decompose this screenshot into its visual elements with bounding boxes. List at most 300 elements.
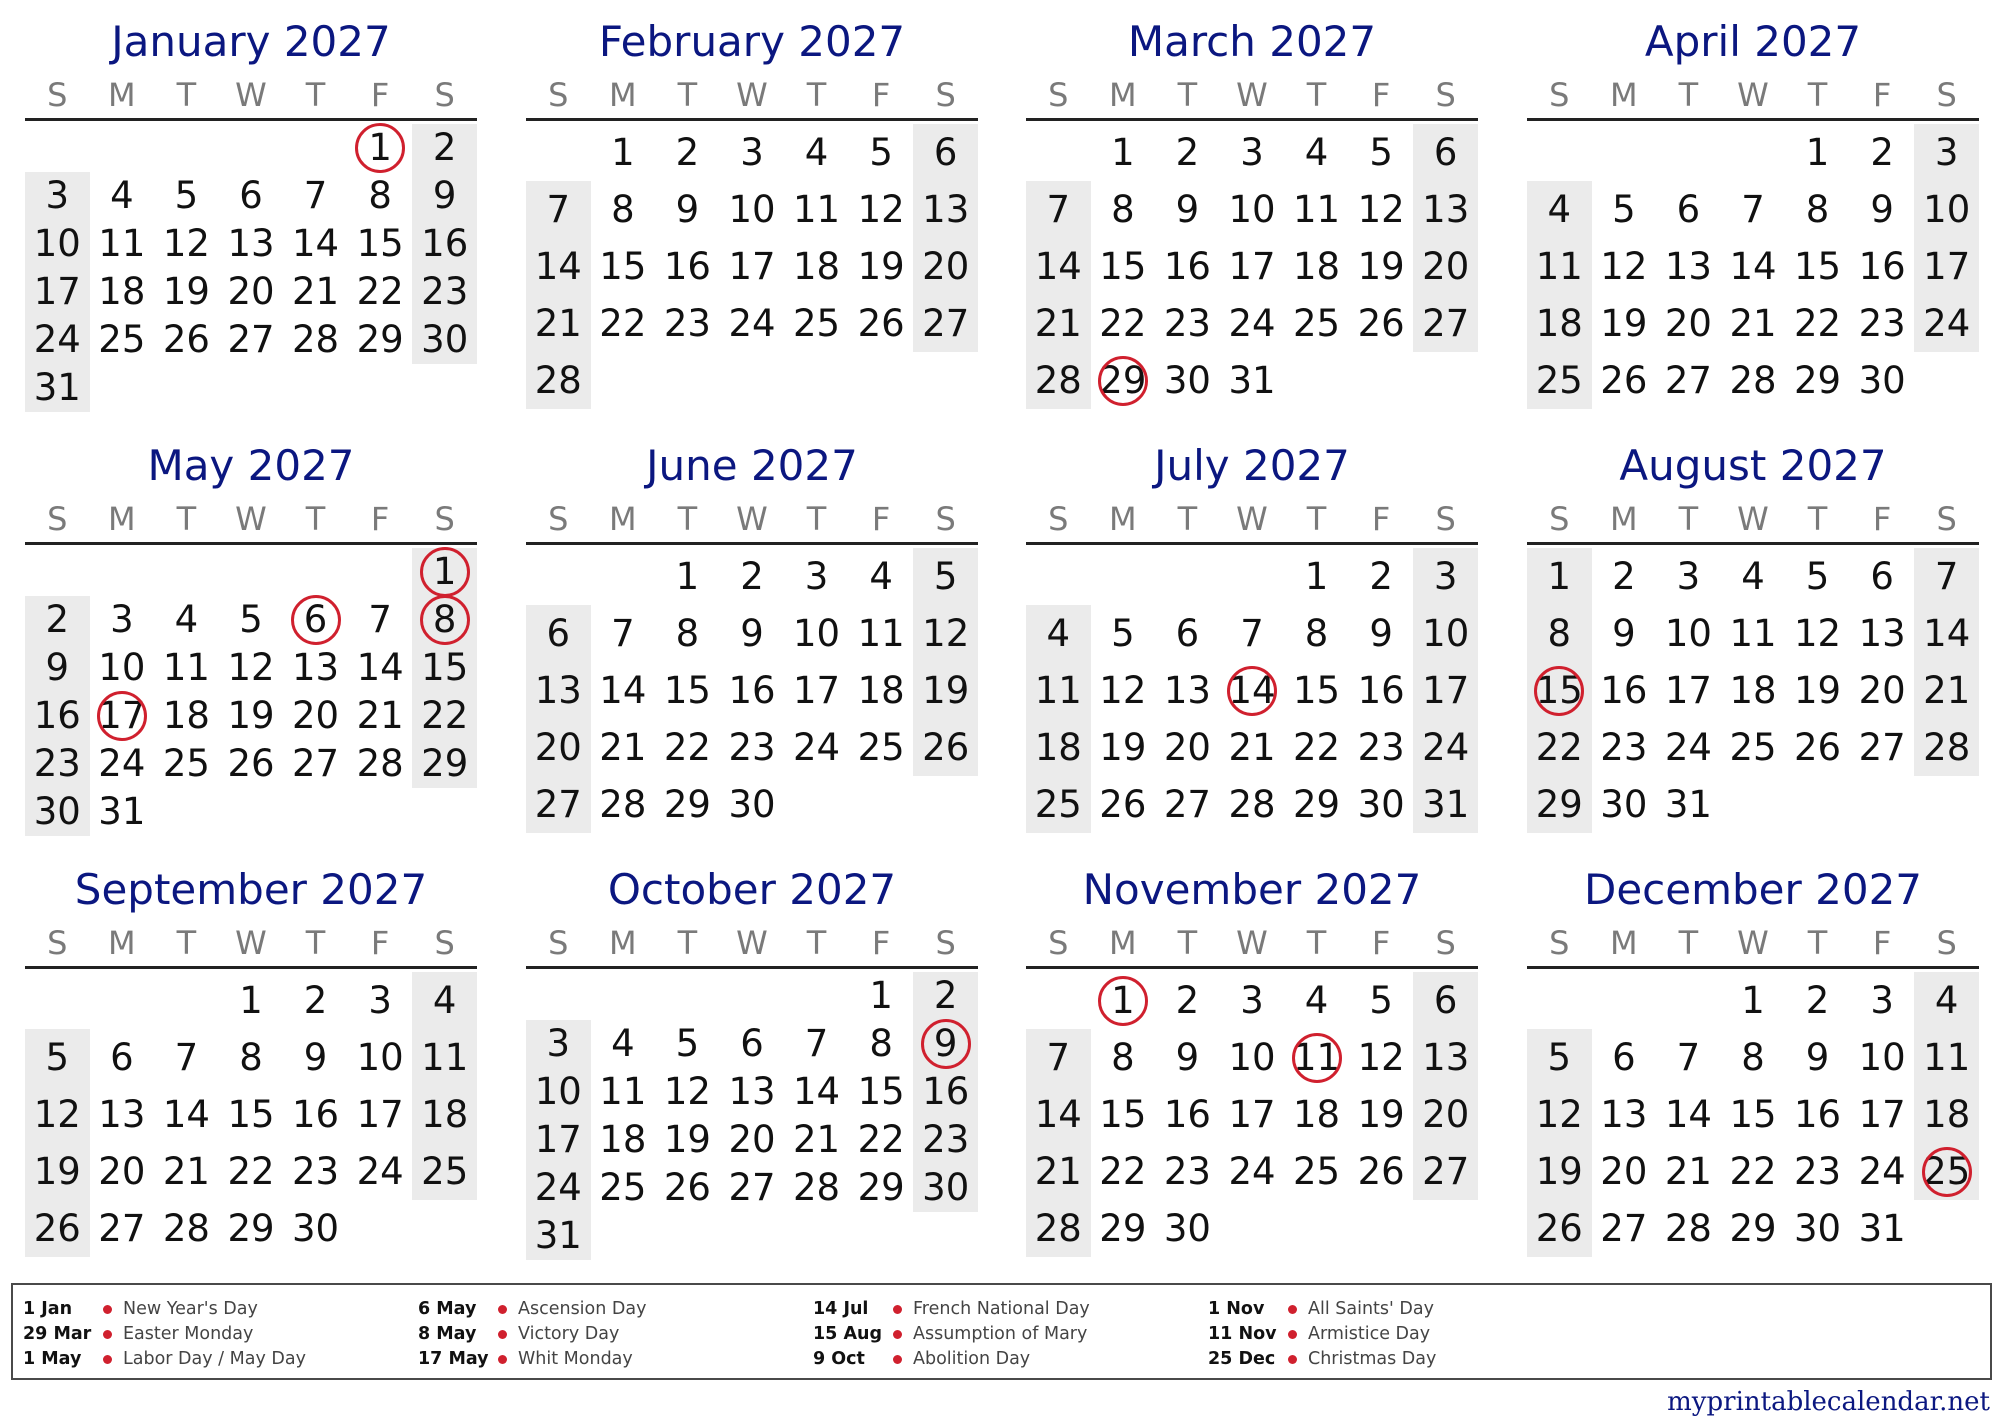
day-cell: 26 [1535, 1207, 1583, 1250]
weekday-header [1527, 498, 1979, 545]
day-cell: 3 [1934, 131, 1959, 174]
day-cell: 7 [1046, 1036, 1071, 1079]
day-cell: 22 [1099, 302, 1147, 345]
day-cell: 28 [162, 1207, 210, 1250]
day-cell: 5 [933, 555, 958, 598]
day-cell: 6 [546, 612, 571, 655]
day-cell: 18 [599, 1118, 647, 1161]
day-cell: 31 [98, 790, 146, 833]
weekday-label: F [1872, 924, 1892, 962]
legend-date: 1 Jan [23, 1299, 73, 1319]
day-cell: 19 [857, 245, 905, 288]
weekday-label: S [1048, 924, 1069, 962]
day-cell: 1 [1741, 979, 1765, 1022]
day-cell: 5 [1369, 979, 1393, 1022]
holiday-dot-icon [498, 1305, 507, 1314]
day-cell: 8 [1304, 612, 1329, 655]
holiday-day-cell: 6 [283, 596, 348, 644]
day-cell: 8 [675, 612, 700, 655]
holiday-dot-icon [103, 1355, 112, 1364]
day-cell: 3 [1240, 131, 1264, 174]
day-cell: 7 [1676, 1036, 1701, 1079]
legend-holiday-name: Victory Day [518, 1324, 620, 1344]
day-cell: 31 [1858, 1207, 1906, 1250]
day-cell: 1 [611, 131, 635, 174]
day-cell: 8 [869, 1022, 893, 1065]
day-cell: 3 [1433, 555, 1458, 598]
day-cell: 11 [857, 612, 905, 655]
legend-date: 9 Oct [813, 1349, 865, 1369]
weekday-header [526, 74, 978, 121]
legend-item [813, 1347, 1193, 1372]
day-cell: 27 [534, 783, 582, 826]
day-cell: 12 [33, 1093, 81, 1136]
day-cell: 27 [1600, 1207, 1648, 1250]
month-title: December 2027 [1583, 865, 1923, 914]
day-cell: 22 [421, 694, 469, 737]
day-cell: 22 [599, 302, 647, 345]
weekday-header [1026, 922, 1478, 969]
day-cell: 28 [1034, 359, 1082, 402]
day-cell: 9 [1175, 188, 1200, 231]
day-cell: 13 [292, 646, 340, 689]
day-cell: 21 [1228, 726, 1276, 769]
day-cell: 27 [227, 318, 275, 361]
weekday-label: F [370, 924, 390, 962]
day-cell: 24 [1923, 302, 1971, 345]
day-cell: 21 [1923, 669, 1971, 712]
day-cell: 16 [1794, 1093, 1842, 1136]
weekday-label: T [1306, 500, 1327, 538]
day-cell: 28 [1034, 1207, 1082, 1250]
legend-date: 14 Jul [813, 1299, 869, 1319]
day-cell: 16 [33, 694, 81, 737]
legend-column [813, 1297, 1193, 1372]
day-cell: 16 [1858, 245, 1906, 288]
day-cell: 13 [1858, 612, 1906, 655]
day-cell: 27 [98, 1207, 146, 1250]
holiday-legend [11, 1283, 1992, 1380]
weekday-label: M [1610, 924, 1638, 962]
legend-holiday-name: Ascension Day [518, 1299, 647, 1319]
legend-item [813, 1322, 1193, 1347]
day-cell: 14 [793, 1070, 841, 1113]
day-cell: 2 [1175, 979, 1200, 1022]
day-cell: 1 [1805, 131, 1830, 174]
weekday-label: S [548, 500, 569, 538]
weekday-label: M [108, 76, 136, 114]
day-cell: 12 [227, 646, 275, 689]
legend-item [418, 1322, 798, 1347]
day-cell: 16 [663, 245, 711, 288]
weekday-label: T [806, 76, 827, 114]
weekday-label: S [47, 924, 68, 962]
day-cell: 26 [1794, 726, 1842, 769]
day-cell: 6 [1433, 131, 1458, 174]
day-cell: 23 [1163, 302, 1211, 345]
day-cell: 20 [1664, 302, 1712, 345]
legend-item [23, 1297, 403, 1322]
weekday-label: S [935, 500, 956, 538]
day-cell: 21 [1729, 302, 1777, 345]
day-cell: 24 [1228, 1150, 1276, 1193]
day-cell: 16 [1163, 1093, 1211, 1136]
day-cell: 24 [1228, 302, 1276, 345]
day-cell: 15 [1099, 1093, 1147, 1136]
legend-holiday-name: Whit Monday [518, 1349, 633, 1369]
day-cell: 31 [1228, 359, 1276, 402]
day-cell: 6 [1612, 1036, 1636, 1079]
holiday-day-cell: 11 [1284, 1029, 1349, 1086]
day-cell: 14 [1034, 1093, 1082, 1136]
day-cell: 21 [1034, 1150, 1082, 1193]
day-cell: 29 [857, 1166, 905, 1209]
day-cell: 3 [804, 555, 829, 598]
day-cell: 10 [356, 1036, 404, 1079]
day-cell: 4 [611, 1022, 635, 1065]
weekday-label: F [1872, 76, 1892, 114]
day-cell: 22 [227, 1150, 275, 1193]
holiday-dot-icon [1288, 1305, 1297, 1314]
day-cell: 14 [1729, 245, 1777, 288]
day-cell: 9 [1870, 188, 1894, 231]
day-cell: 16 [292, 1093, 340, 1136]
day-cell: 30 [1600, 783, 1648, 826]
day-cell: 4 [869, 555, 893, 598]
legend-date: 1 Nov [1208, 1299, 1265, 1319]
weekday-label: F [370, 500, 390, 538]
day-cell: 23 [663, 302, 711, 345]
day-cell: 30 [292, 1207, 340, 1250]
day-cell: 20 [534, 726, 582, 769]
day-cell: 2 [303, 979, 328, 1022]
day-cell: 13 [922, 188, 970, 231]
holiday-dot-icon [1288, 1355, 1297, 1364]
legend-column [1208, 1297, 1588, 1372]
day-cell: 25 [857, 726, 905, 769]
day-cell: 28 [793, 1166, 841, 1209]
day-cell: 14 [1923, 612, 1971, 655]
day-cell: 30 [1858, 359, 1906, 402]
weekday-label: W [235, 924, 267, 962]
weekday-label: M [1610, 76, 1638, 114]
day-cell: 8 [1805, 188, 1830, 231]
day-cell: 3 [740, 131, 764, 174]
holiday-day-cell: 8 [412, 596, 477, 644]
legend-column [23, 1297, 403, 1372]
legend-date: 25 Dec [1208, 1349, 1276, 1369]
day-cell: 29 [421, 742, 469, 785]
weekday-label: T [806, 924, 827, 962]
day-cell: 12 [162, 222, 210, 265]
day-cell: 5 [174, 174, 199, 217]
holiday-dot-icon [103, 1305, 112, 1314]
day-cell: 16 [1163, 245, 1211, 288]
day-cell: 10 [1858, 1036, 1906, 1079]
day-cell: 10 [728, 188, 776, 231]
day-cell: 11 [793, 188, 841, 231]
day-cell: 25 [793, 302, 841, 345]
day-cell: 24 [534, 1166, 582, 1209]
day-cell: 12 [1357, 1036, 1405, 1079]
holiday-day-cell: 29 [1091, 352, 1156, 409]
holiday-day-cell: 17 [90, 692, 155, 740]
day-cell: 5 [239, 598, 263, 641]
day-cell: 23 [922, 1118, 970, 1161]
day-cell: 27 [1422, 302, 1470, 345]
day-cell: 23 [292, 1150, 340, 1193]
weekday-label: W [1737, 76, 1769, 114]
day-cell: 7 [174, 1036, 199, 1079]
day-cell: 19 [1357, 245, 1405, 288]
day-cell: 24 [728, 302, 776, 345]
day-cell: 2 [1805, 979, 1830, 1022]
day-cell: 21 [599, 726, 647, 769]
day-cell: 28 [1923, 726, 1971, 769]
month-title: April 2027 [1644, 17, 1862, 66]
weekday-label: M [1610, 500, 1638, 538]
day-cell: 15 [1099, 245, 1147, 288]
day-cell: 18 [1923, 1093, 1971, 1136]
weekday-label: T [305, 924, 326, 962]
weekday-label: F [1371, 76, 1391, 114]
day-cell: 22 [356, 270, 404, 313]
day-cell: 28 [534, 359, 582, 402]
day-cell: 12 [1600, 245, 1648, 288]
day-cell: 19 [1099, 726, 1147, 769]
day-cell: 21 [356, 694, 404, 737]
weekday-label: T [1807, 76, 1828, 114]
month-title: May 2027 [147, 441, 355, 490]
day-cell: 2 [1369, 555, 1393, 598]
holiday-dot-icon [893, 1355, 902, 1364]
month-title: July 2027 [1154, 441, 1350, 490]
day-cell: 27 [922, 302, 970, 345]
day-cell: 15 [599, 245, 647, 288]
day-cell: 31 [534, 1214, 582, 1257]
weekday-label: T [677, 924, 698, 962]
day-cell: 12 [1535, 1093, 1583, 1136]
day-cell: 4 [110, 174, 134, 217]
day-cell: 1 [1111, 131, 1135, 174]
holiday-day-cell: 15 [1527, 662, 1592, 719]
day-cell: 13 [98, 1093, 146, 1136]
weekday-label: T [677, 76, 698, 114]
day-cell: 21 [534, 302, 582, 345]
day-cell: 30 [1794, 1207, 1842, 1250]
day-cell: 30 [33, 790, 81, 833]
weekday-header [526, 922, 978, 969]
day-cell: 19 [33, 1150, 81, 1193]
day-cell: 10 [1228, 1036, 1276, 1079]
day-cell: 18 [1034, 726, 1082, 769]
day-cell: 4 [1046, 612, 1071, 655]
weekday-label: T [1678, 500, 1699, 538]
legend-item [23, 1347, 403, 1372]
day-cell: 29 [1794, 359, 1842, 402]
weekday-label: T [176, 76, 197, 114]
day-cell: 6 [1676, 188, 1701, 231]
day-cell: 29 [1729, 1207, 1777, 1250]
day-cell: 1 [1304, 555, 1329, 598]
day-cell: 17 [1923, 245, 1971, 288]
day-cell: 22 [1293, 726, 1341, 769]
day-cell: 8 [239, 1036, 263, 1079]
weekday-header [25, 74, 477, 121]
day-cell: 29 [1293, 783, 1341, 826]
legend-item [418, 1347, 798, 1372]
day-cell: 10 [1664, 612, 1712, 655]
day-cell: 7 [1934, 555, 1959, 598]
holiday-dot-icon [1288, 1330, 1297, 1339]
weekday-label: M [1109, 500, 1137, 538]
day-cell: 24 [33, 318, 81, 361]
month-title: August 2027 [1619, 441, 1887, 490]
holiday-dot-icon [103, 1330, 112, 1339]
weekday-label: T [305, 76, 326, 114]
weekday-label: W [1737, 924, 1769, 962]
day-cell: 9 [1369, 612, 1393, 655]
day-cell: 10 [793, 612, 841, 655]
weekday-label: W [1737, 500, 1769, 538]
day-cell: 17 [33, 270, 81, 313]
legend-holiday-name: All Saints' Day [1308, 1299, 1434, 1319]
weekday-label: S [1435, 500, 1456, 538]
day-cell: 30 [1357, 783, 1405, 826]
legend-holiday-name: Labor Day / May Day [123, 1349, 306, 1369]
day-cell: 29 [227, 1207, 275, 1250]
day-cell: 31 [1664, 783, 1712, 826]
day-cell: 15 [227, 1093, 275, 1136]
day-cell: 15 [663, 669, 711, 712]
day-cell: 3 [110, 598, 134, 641]
weekday-label: M [108, 924, 136, 962]
weekday-label: S [935, 924, 956, 962]
weekday-label: M [609, 76, 637, 114]
day-cell: 26 [1099, 783, 1147, 826]
legend-item [418, 1297, 798, 1322]
day-cell: 3 [45, 174, 70, 217]
day-cell: 10 [33, 222, 81, 265]
weekday-label: T [176, 924, 197, 962]
day-cell: 19 [1600, 302, 1648, 345]
day-cell: 6 [239, 174, 263, 217]
day-cell: 29 [663, 783, 711, 826]
day-cell: 8 [1111, 188, 1135, 231]
legend-date: 6 May [418, 1299, 477, 1319]
weekday-label: M [609, 500, 637, 538]
day-cell: 27 [292, 742, 340, 785]
day-cell: 26 [162, 318, 210, 361]
day-cell: 23 [1858, 302, 1906, 345]
day-cell: 8 [1547, 612, 1572, 655]
weekday-label: F [871, 924, 891, 962]
day-cell: 29 [356, 318, 404, 361]
day-cell: 6 [1175, 612, 1200, 655]
day-cell: 16 [421, 222, 469, 265]
day-cell: 4 [1304, 979, 1329, 1022]
day-cell: 17 [1664, 669, 1712, 712]
day-cell: 19 [227, 694, 275, 737]
day-cell: 5 [1805, 555, 1830, 598]
day-cell: 25 [1535, 359, 1583, 402]
weekday-label: S [434, 500, 455, 538]
day-cell: 16 [1600, 669, 1648, 712]
day-cell: 20 [292, 694, 340, 737]
day-cell: 8 [1741, 1036, 1765, 1079]
day-cell: 12 [857, 188, 905, 231]
day-cell: 31 [33, 366, 81, 409]
holiday-dot-icon [893, 1330, 902, 1339]
weekday-label: T [1177, 924, 1198, 962]
holiday-day-cell: 1 [412, 548, 477, 596]
weekday-label: T [1807, 924, 1828, 962]
weekday-label: S [935, 76, 956, 114]
month-title: September 2027 [74, 865, 428, 914]
day-cell: 28 [1664, 1207, 1712, 1250]
day-cell: 27 [728, 1166, 776, 1209]
day-cell: 25 [1729, 726, 1777, 769]
day-cell: 14 [356, 646, 404, 689]
legend-holiday-name: Abolition Day [913, 1349, 1031, 1369]
weekday-label: F [1872, 500, 1892, 538]
weekday-label: F [1371, 500, 1391, 538]
day-cell: 20 [728, 1118, 776, 1161]
weekday-label: F [370, 76, 390, 114]
day-cell: 13 [1600, 1093, 1648, 1136]
day-cell: 20 [1163, 726, 1211, 769]
day-cell: 10 [1422, 612, 1470, 655]
day-cell: 21 [793, 1118, 841, 1161]
day-cell: 20 [1600, 1150, 1648, 1193]
day-cell: 20 [922, 245, 970, 288]
holiday-day-cell: 14 [1220, 662, 1285, 719]
month-title: January 2027 [111, 17, 391, 66]
day-cell: 19 [162, 270, 210, 313]
legend-date: 29 Mar [23, 1324, 92, 1344]
day-cell: 25 [421, 1150, 469, 1193]
day-cell: 11 [421, 1036, 469, 1079]
weekday-label: S [47, 76, 68, 114]
day-cell: 24 [98, 742, 146, 785]
day-cell: 7 [368, 598, 392, 641]
weekday-label: F [1371, 924, 1391, 962]
day-cell: 19 [663, 1118, 711, 1161]
day-cell: 14 [599, 669, 647, 712]
day-cell: 1 [869, 974, 893, 1017]
day-cell: 14 [162, 1093, 210, 1136]
weekday-label: S [1549, 924, 1570, 962]
day-cell: 20 [227, 270, 275, 313]
day-cell: 14 [534, 245, 582, 288]
weekday-label: S [1936, 500, 1957, 538]
day-cell: 2 [740, 555, 764, 598]
day-cell: 23 [1163, 1150, 1211, 1193]
day-cell: 3 [1676, 555, 1701, 598]
day-cell: 23 [1794, 1150, 1842, 1193]
weekday-label: W [1236, 76, 1268, 114]
day-cell: 22 [1794, 302, 1842, 345]
day-cell: 17 [1228, 1093, 1276, 1136]
day-cell: 22 [857, 1118, 905, 1161]
day-cell: 15 [421, 646, 469, 689]
day-cell: 15 [1293, 669, 1341, 712]
weekday-label: W [1236, 924, 1268, 962]
day-cell: 17 [534, 1118, 582, 1161]
weekday-label: S [1048, 500, 1069, 538]
day-cell: 25 [1293, 302, 1341, 345]
day-cell: 9 [740, 612, 764, 655]
